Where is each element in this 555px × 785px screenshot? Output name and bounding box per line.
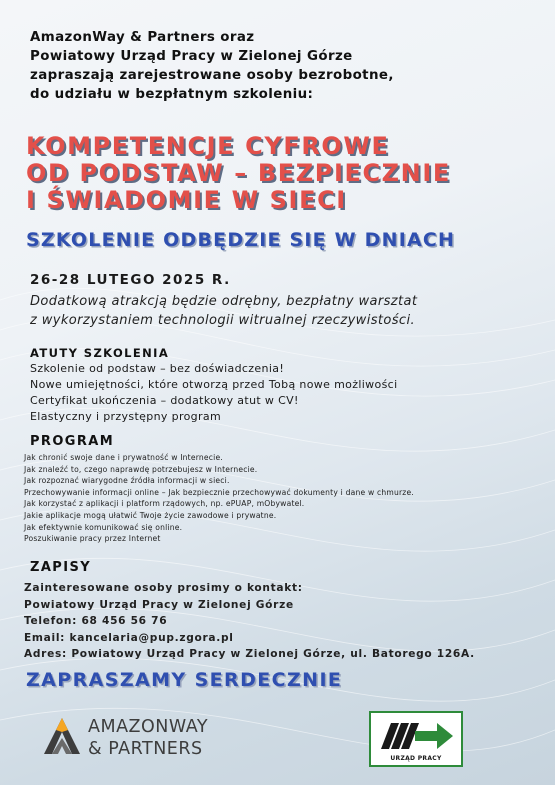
- atuty-list: [30, 361, 398, 425]
- program-heading: PROGRAM: [30, 434, 115, 449]
- list-item: Jak korzystać z aplikacji i platform rządowych, np. ePUAP, mObywatel.: [24, 499, 305, 509]
- list-item: Jak efektywnie komunikować się online.: [24, 522, 183, 532]
- program-list: [24, 452, 414, 545]
- dates-heading: SZKOLENIE ODBĘDZIE SIĘ W DNIACH: [26, 229, 456, 251]
- list-item: Jakie aplikacje mogą ułatwić Twoje życie zawodowe i prywatne.: [24, 510, 277, 520]
- pup-arrow-icon: [377, 717, 457, 755]
- list-item: Przechowywanie informacji online – Jak bezpiecznie przechowywać dokumenty i dane w chmurze.: [24, 487, 414, 497]
- list-item: Nowe umiejętności, które otworzą przed Tobą nowe możliwości: [30, 378, 398, 391]
- list-item: Szkolenie od podstaw – bez doświadczenia!: [30, 362, 285, 375]
- zapisy-heading: ZAPISY: [30, 560, 92, 575]
- list-item: Jak znaleźć to, czego naprawdę potrzebujesz w Internecie.: [24, 464, 258, 474]
- list-item: Elastyczny i przystępny program: [30, 410, 222, 423]
- atuty-heading: ATUTY SZKOLENIA: [30, 346, 170, 360]
- pup-logo: URZĄD PRACY: [369, 711, 463, 767]
- email-text: Email: kancelaria@pup.zgora.pl: [24, 631, 234, 644]
- closing-invitation: ZAPRASZAMY SERDECZNIE: [26, 669, 343, 691]
- training-title: KOMPETENCJE CYFROWE OD PODSTAW – BEZPIECZNIE I ŚWIADOMIE W SIECI: [26, 132, 451, 214]
- training-dates: 26-28 LUTEGO 2025 R.: [30, 272, 231, 288]
- list-item: Jak chronić swoje dane i prywatność w Internecie.: [24, 453, 223, 462]
- amazonway-logo: AMAZONWAY & PARTNERS: [42, 712, 232, 764]
- contact-block: Zainteresowane osoby prosimy o kontakt: Powiatowy Urząd Pracy w Zielonej Górze Telefon: 68 456 56 76 Email: kancelaria@pup.zgora.pl Adres: Powiatowy Urząd Pracy w Zielonej Górze, ul. Batorego 126A.: [24, 582, 475, 660]
- extra-workshop-note: Dodatkową atrakcją będzie odrębny, bezpłatny warsztat z wykorzystaniem technologii witrualnej rzeczywistości.: [30, 294, 418, 328]
- amazonway-mark-icon: [42, 716, 82, 756]
- list-item: Poszukiwanie pracy przez Internet: [24, 534, 161, 544]
- list-item: Certyfikat ukończenia – dodatkowy atut w CV!: [30, 394, 299, 407]
- intro-text: AmazonWay & Partners oraz Powiatowy Urząd Pracy w Zielonej Górze zapraszają zarejestrowane osoby bezrobotne, do udziału w bezpłatnym szkoleniu:: [30, 30, 394, 102]
- list-item: Jak rozpoznać wiarygodne źródła informacji w sieci.: [24, 476, 230, 486]
